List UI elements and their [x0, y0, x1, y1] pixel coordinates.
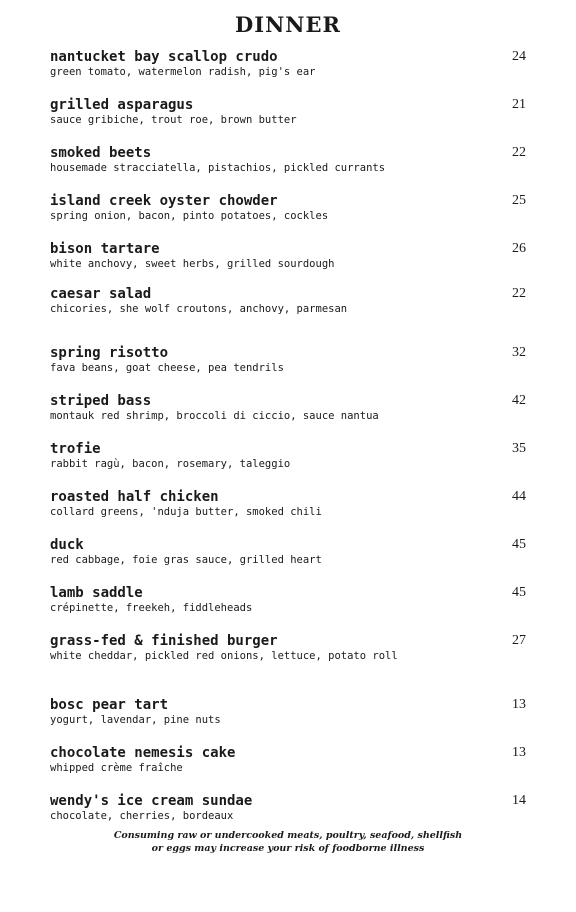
- menu-item: [50, 697, 526, 733]
- item-description: white cheddar, pickled red onions, lettuce, potato roll: [50, 650, 398, 662]
- item-description: yogurt, lavendar, pine nuts: [50, 714, 221, 726]
- menu-item: [50, 193, 526, 229]
- item-price: 22: [512, 145, 526, 160]
- menu-item: [50, 585, 526, 621]
- menu-item: [50, 537, 526, 573]
- item-name: duck: [50, 537, 84, 553]
- item-price: 22: [512, 286, 526, 301]
- item-price: 26: [512, 241, 526, 256]
- item-description: green tomato, watermelon radish, pig's ear: [50, 66, 316, 78]
- item-price: 24: [512, 49, 526, 64]
- menu-item: [50, 97, 526, 133]
- item-description: collard greens, 'nduja butter, smoked chili: [50, 506, 322, 518]
- item-name: wendy's ice cream sundae: [50, 793, 253, 809]
- item-name: lamb saddle: [50, 585, 143, 601]
- menu-item: [50, 241, 526, 277]
- item-price: 35: [512, 441, 526, 456]
- item-name: striped bass: [50, 393, 152, 409]
- item-name: caesar salad: [50, 286, 152, 302]
- item-price: 25: [512, 193, 526, 208]
- item-price: 14: [512, 793, 526, 808]
- item-price: 44: [512, 489, 526, 504]
- item-description: rabbit ragù, bacon, rosemary, taleggio: [50, 458, 291, 470]
- item-description: montauk red shrimp, broccoli di ciccio, sauce nantua: [50, 410, 379, 422]
- menu-title: DINNER: [235, 12, 341, 37]
- menu-item: [50, 393, 526, 429]
- item-name: trofie: [50, 441, 101, 457]
- item-name: nantucket bay scallop crudo: [50, 49, 278, 65]
- disclaimer-line: Consuming raw or undercooked meats, poultry, seafood, shellfish: [113, 830, 463, 841]
- item-description: fava beans, goat cheese, pea tendrils: [50, 362, 284, 374]
- item-description: housemade stracciatella, pistachios, pickled currants: [50, 162, 386, 174]
- item-price: 13: [512, 745, 526, 760]
- item-description: chocolate, cherries, bordeaux: [50, 810, 234, 822]
- menu-item: [50, 745, 526, 781]
- item-price: 45: [512, 585, 526, 600]
- menu-item: [50, 441, 526, 477]
- menu-item: [50, 345, 526, 381]
- item-description: red cabbage, foie gras sauce, grilled heart: [50, 554, 322, 566]
- item-price: 27: [512, 633, 526, 648]
- item-price: 13: [512, 697, 526, 712]
- item-price: 32: [512, 345, 526, 360]
- item-name: smoked beets: [50, 145, 152, 161]
- disclaimer-line: or eggs may increase your risk of foodborne illness: [151, 843, 425, 854]
- item-price: 21: [512, 97, 526, 112]
- item-name: grass-fed & finished burger: [50, 633, 278, 649]
- item-name: grilled asparagus: [50, 97, 194, 113]
- item-description: spring onion, bacon, pinto potatoes, cockles: [50, 210, 329, 222]
- menu-item: [50, 286, 526, 322]
- item-price: 45: [512, 537, 526, 552]
- item-name: bosc pear tart: [50, 697, 169, 713]
- item-price: 42: [512, 393, 526, 408]
- item-name: roasted half chicken: [50, 489, 219, 505]
- item-description: crépinette, freekeh, fiddleheads: [50, 602, 253, 614]
- health-disclaimer: [0, 829, 576, 855]
- item-description: white anchovy, sweet herbs, grilled sourdough: [50, 258, 335, 270]
- item-description: whipped crème fraîche: [50, 762, 183, 774]
- item-name: island creek oyster chowder: [50, 193, 278, 209]
- item-name: chocolate nemesis cake: [50, 745, 236, 761]
- menu-item: [50, 793, 526, 829]
- menu-item: [50, 49, 526, 85]
- item-name: spring risotto: [50, 345, 169, 361]
- item-description: chicories, she wolf croutons, anchovy, parmesan: [50, 303, 348, 315]
- item-description: sauce gribiche, trout roe, brown butter: [50, 114, 297, 126]
- item-name: bison tartare: [50, 241, 160, 257]
- menu-item: [50, 633, 526, 669]
- menu-item: [50, 489, 526, 525]
- menu-item: [50, 145, 526, 181]
